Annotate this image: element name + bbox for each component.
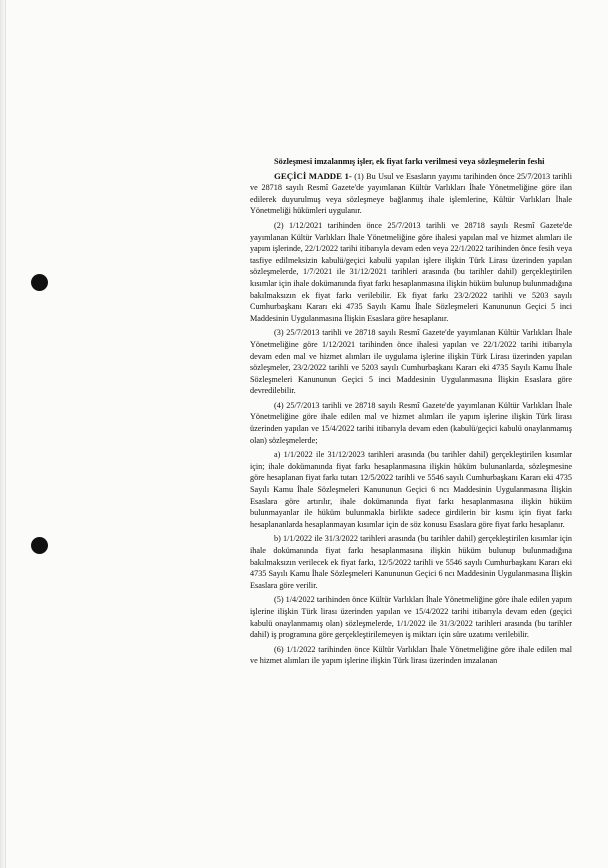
paragraph-4: (4) 25/7/2013 tarihli ve 28718 sayılı Resmî Gazete'de yayımlanan Kültür Varlıkları İhale Yönetmeliğine göre ihale edilen mal ve hizmet alımları ile yapım işlerine ilişkin Türk lirası üzerinden yapılan ve 15/4/2022 tarihi itibarıyla devam eden (kabulü/geçici kabulü onaylanmamış olan) sözleşmelerde;: [250, 400, 572, 445]
paragraph-3: (3) 25/7/2013 tarihli ve 28718 sayılı Resmî Gazete'de yayımlanan Kültür Varlıkları İhale Yönetmeliğine göre 1/12/2021 tarihinden önce ihalesi yapılan ve 22/1/2022 tarihi itibarıyla devam eden mal ve hizmet alımları ile uygulama işlerine ilişkin Türk Lirası üzerinden yapılan sözleşmeler, 23/2/2022 tarihli ve 5203 sayılı Cumhurbaşkanı Kararı eki 4735 Sayılı Kamu İhale Sözleşmeleri Kanununun Geçici 5 inci Maddesinin Uygulanmasına İlişkin Esaslara göre devredilebilir.: [250, 328, 572, 396]
article-label: GEÇİCİ MADDE 1-: [274, 170, 352, 181]
paragraph-4-item-a: a) 1/1/2022 ile 31/12/2023 tarihleri arasında (bu tarihler dahil) gerçekleştirilen kısımlar için; ihale dokümanında fiyat farkı hesaplanmasına ilişkin hüküm bulunanlarda, sözleşmesine göre hesaplanan fiyat farkı tutarı 12/5/2022 tarihli ve 5546 sayılı Cumhurbaşkanı Kararı eki 4735 Sayılı Kamu İhale Sözleşmeleri Kanununun Geçici 6 ncı Maddesinin Uygulanmasına İlişkin Esaslara göre artırılır, ihale dokümanında fiyat farkı hesaplanmasına ilişkin hüküm bulunmayanlar ile hüküm bulunmakla birlikte sadece girdilerin bir kısmı için fiyat farkı hesaplananlarda hesaplanmayan kısımlar için de söz konusu Esaslara göre fiyat farkı hesaplanır.: [250, 450, 572, 529]
document-body: [250, 156, 572, 670]
paragraph-2: (2) 1/12/2021 tarihinden önce 25/7/2013 tarihli ve 28718 sayılı Resmî Gazete'de yayımlanan Kültür Varlıkları İhale Yönetmeliğine göre ihalesi yapılan mal ve hizmet alımları ile yapım işlerinde, 22/1/2022 tarihi itibarıyla devam eden veya 22/1/2022 tarihinden önce fesih veya tasfiye edilmeksizin kabulü/geçici kabulü yapılan işlere ilişkin Türk Lirası üzerinden yapılan sözleşmelerde, 1/7/2021 ile 31/12/2021 tarihleri arasında (bu tarihler dahil) gerçekleştirilen kısımlar için ihale dokümanında fiyat farkı hesaplanmasına ilişkin hüküm bulunup bulunmadığına bakılmaksızın ek fiyat farkı verilebilir. Ek fiyat farkı 23/2/2022 tarihli ve 5203 sayılı Cumhurbaşkanı Kararı eki 4735 Sayılı Kamu İhale Sözleşmeleri Kanununun Geçici 5 inci Maddesinin Uygulanmasına İlişkin Esaslara göre hesaplanır.: [250, 220, 572, 323]
punch-hole-bottom: [31, 537, 48, 554]
paragraph-6: (6) 1/1/2022 tarihinden önce Kültür Varlıkları İhale Yönetmeliğine göre ihale edilen mal ve hizmet alımları ile yapım işlerine ilişkin Türk lirası üzerinden imzalanan: [250, 644, 572, 666]
binding-edge-line: [5, 0, 6, 868]
paragraph-4-item-b: b) 1/1/2022 ile 31/3/2022 tarihleri arasında (bu tarihler dahil) gerçekleştirilen kısımlar için ihale dokümanında fiyat farkı hesaplanmasına ilişkin hüküm bulunup bulunmadığına bakılmaksızın verilecek ek fiyat farkı, 12/5/2022 tarihli ve 5546 sayılı Cumhurbaşkanı Kararı eki 4735 Sayılı Kamu İhale Sözleşmeleri Kanununun Geçici 6 ncı Maddesinin Uygulanmasına İlişkin Esaslara göre verilir.: [250, 534, 572, 590]
punch-hole-top: [31, 274, 48, 291]
section-heading: Sözleşmesi imzalanmış işler, ek fiyat farkı verilmesi veya sözleşmelerin feshi: [274, 157, 545, 166]
paragraph-1-text: (1) Bu Usul ve Esasların yayımı tarihinden önce 25/7/2013 tarihli ve 28718 sayılı Resmî Gazete'de yayımlanan Kültür Varlıkları İhale Yönetmeliğine göre ilan edilerek duyurulmuş veya sözleşmeye bağlanmış ihale işlemlerine, Kültür Varlıkları İhale Yönetmeliği hükümleri uygulanır.: [250, 171, 572, 216]
paragraph-5: (5) 1/4/2022 tarihinden önce Kültür Varlıkları İhale Yönetmeliğine göre ihale edilen yapım işlerine ilişkin Türk lirası üzerinden yapılan ve 15/4/2022 tarihi itibarıyla devam eden (geçici kabulü onaylanmamış olan) sözleşmelerde, 1/1/2022 ile 31/3/2022 tarihleri arasında (bu tarihler dahil) iş programına göre gerçekleştirilemeyen iş miktarı için süre uzatımı verilebilir.: [250, 595, 572, 640]
paragraph-1: [250, 171, 572, 217]
